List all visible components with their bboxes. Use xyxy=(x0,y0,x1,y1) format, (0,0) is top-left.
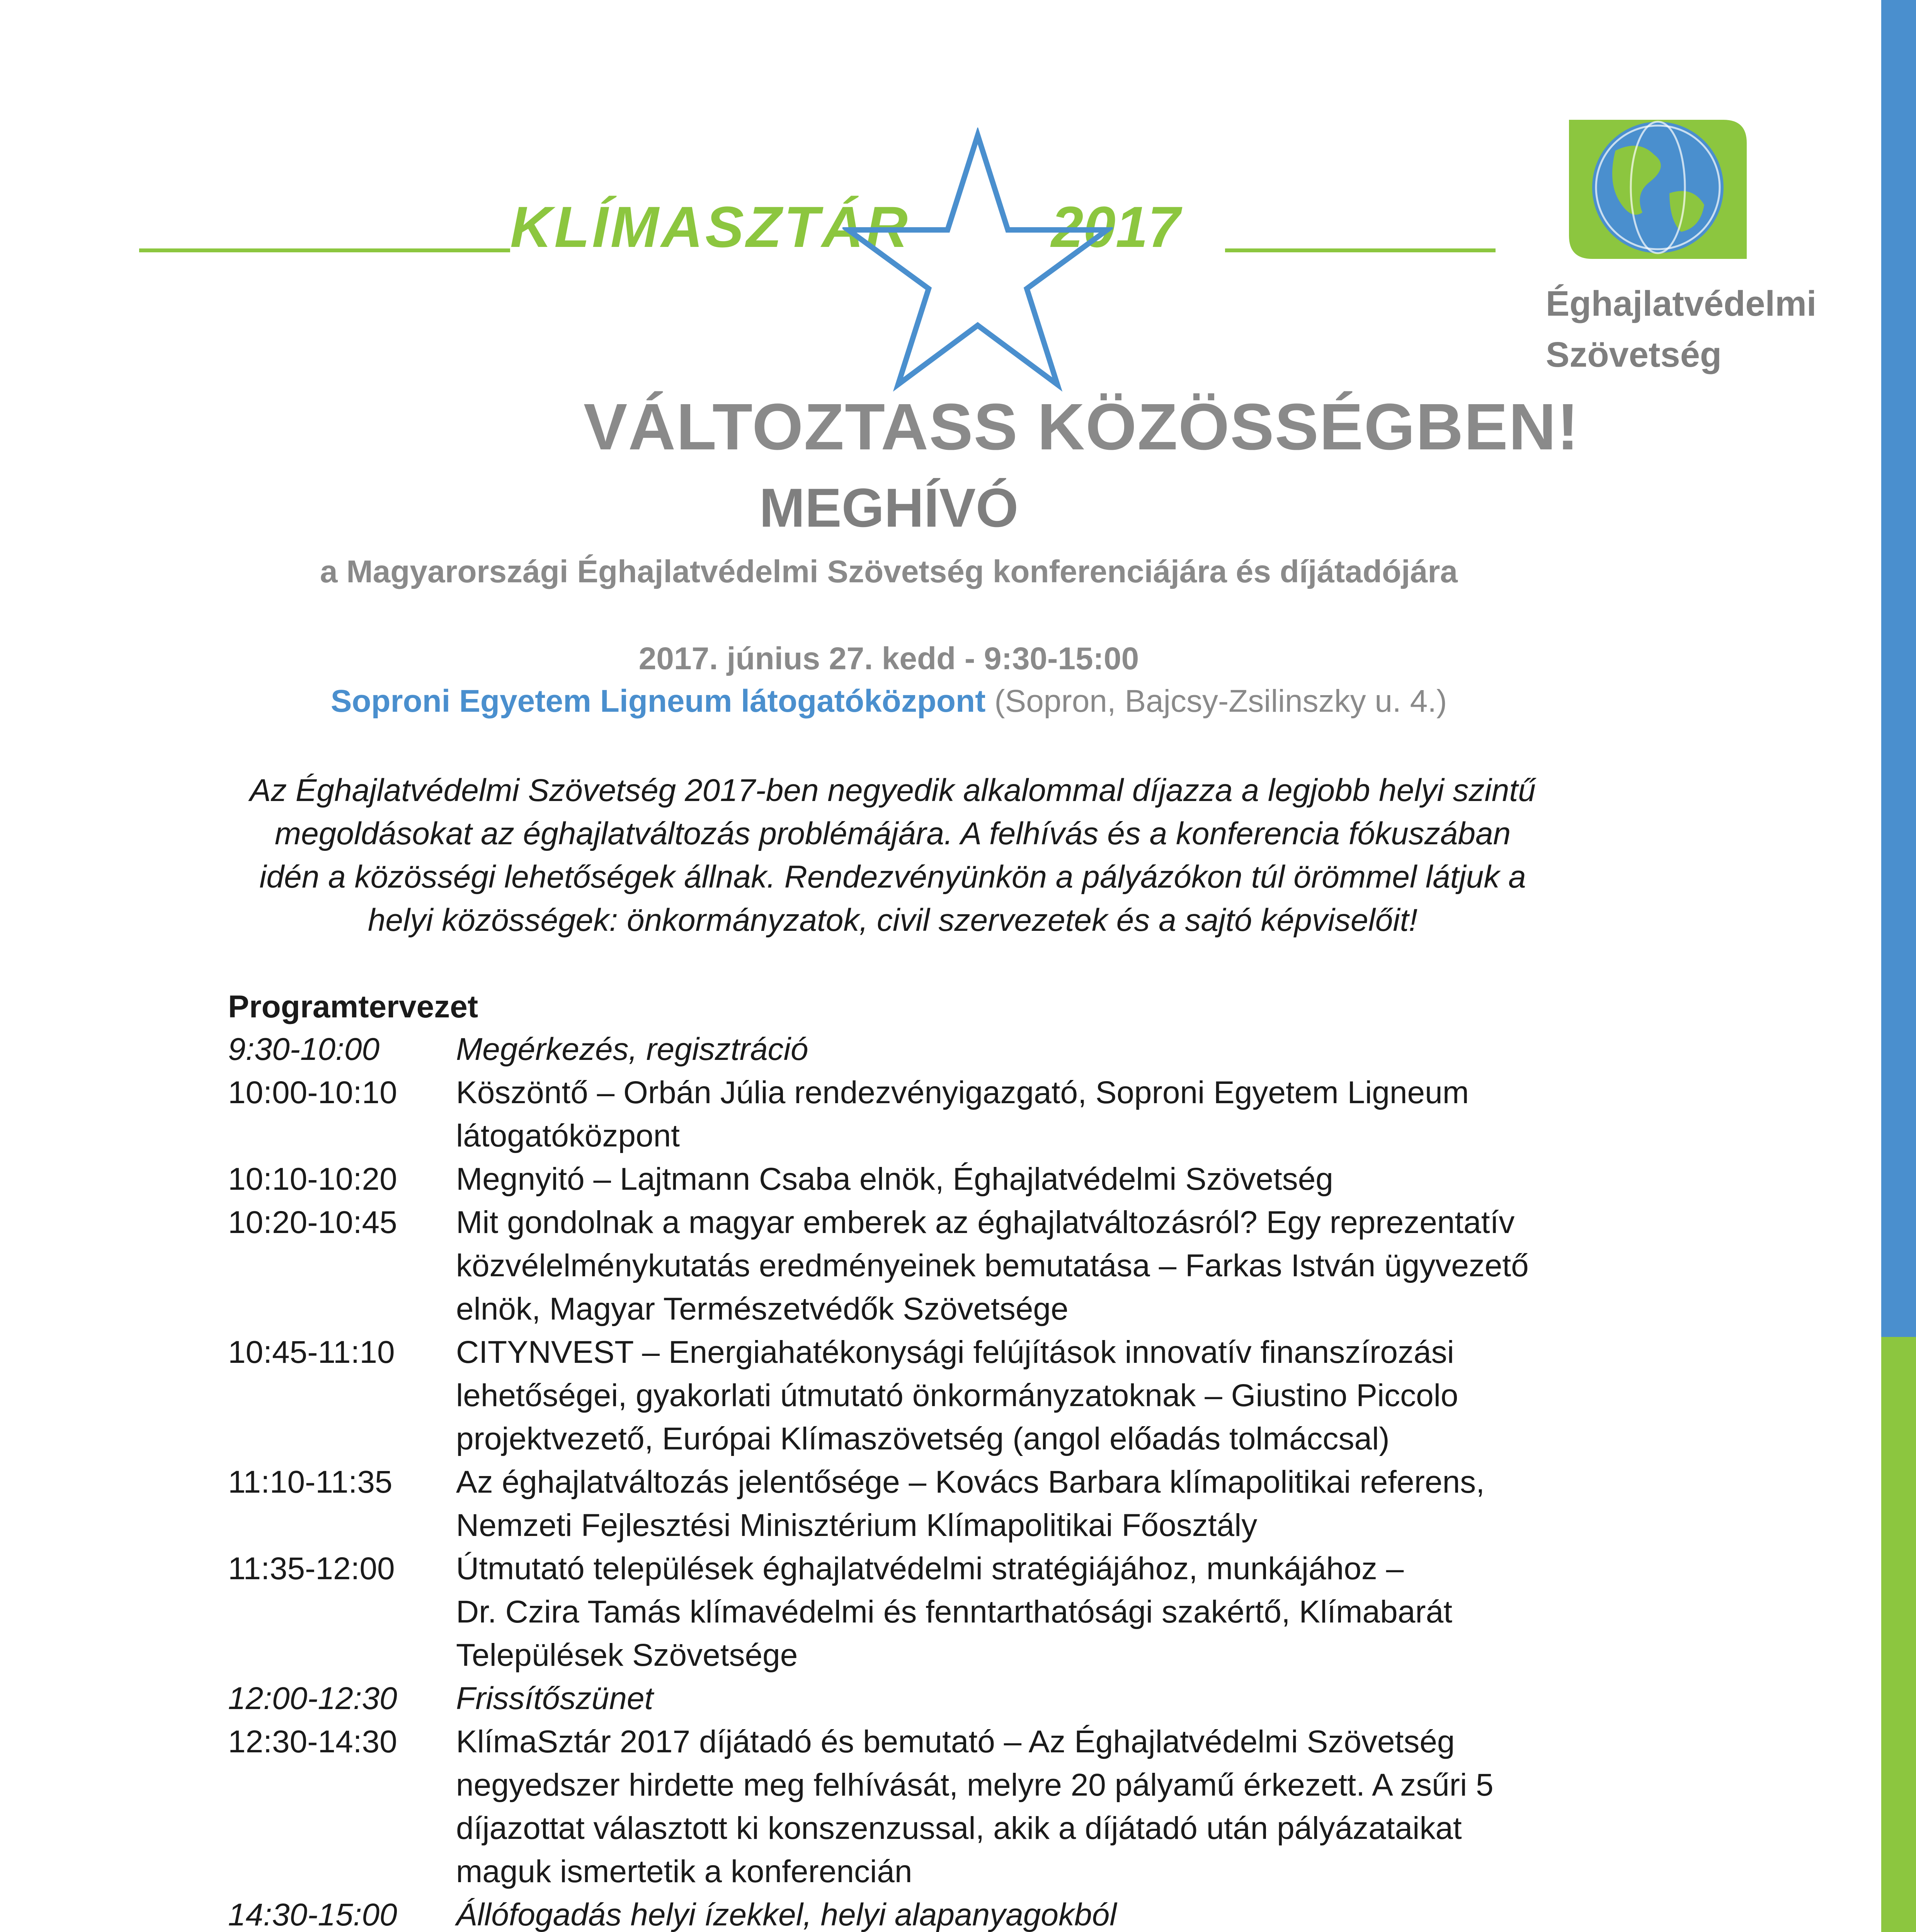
program-row xyxy=(228,1028,1619,1071)
program-row xyxy=(228,1720,1619,1893)
program-desc xyxy=(456,1720,1619,1893)
program-desc-line: közvélelménykutatás eredményeinek bemutatása – Farkas István ügyvezető xyxy=(456,1248,1529,1283)
program-time: 14:30-15:00 xyxy=(228,1897,397,1932)
program-desc-line: Állófogadás helyi ízekkel, helyi alapanyagokból xyxy=(456,1897,1117,1932)
venue-address: (Sopron, Bajcsy-Zsilinszky u. 4.) xyxy=(985,684,1447,719)
program-desc-line: CITYNVEST – Energiahatékonysági felújítások innovatív finanszírozási xyxy=(456,1335,1454,1370)
side-bar-blue xyxy=(1881,0,1916,1337)
program-desc-line: KlímaSztár 2017 díjátadó és bemutató – Az Éghajlatvédelmi Szövetség xyxy=(456,1724,1455,1759)
intro-line: Az Éghajlatvédelmi Szövetség 2017-ben negyedik alkalommal díjazza a legjobb helyi szintű xyxy=(250,773,1536,808)
program-desc-line: Dr. Czira Tamás klímavédelmi és fenntarthatósági szakértő, Klímabarát xyxy=(456,1594,1452,1629)
org-name-line2: Szövetség xyxy=(1546,335,1722,374)
intro-line: helyi közösségek: önkormányzatok, civil szervezetek és a sajtó képviselőit! xyxy=(368,903,1418,938)
program-time: 11:35-12:00 xyxy=(228,1551,395,1586)
program-time: 10:00-10:10 xyxy=(228,1075,397,1110)
program-time: 11:10-11:35 xyxy=(228,1464,393,1500)
program-desc xyxy=(456,1547,1619,1677)
header-line-right xyxy=(1225,248,1496,252)
program-desc-line: Nemzeti Fejlesztési Minisztérium Klímapolitikai Főosztály xyxy=(456,1508,1257,1543)
program-desc-line: Az éghajlatváltozás jelentősége – Kovács Barbara klímapolitikai referens, xyxy=(456,1464,1485,1500)
program-row xyxy=(228,1461,1619,1547)
program-desc xyxy=(456,1893,1619,1932)
program-desc xyxy=(456,1158,1619,1201)
program-desc-line: projektvezető, Európai Klímaszövetség (angol előadás tolmáccsal) xyxy=(456,1421,1390,1456)
program-time: 12:00-12:30 xyxy=(228,1681,397,1716)
program-desc-line: díjazottat választott ki konszenzussal, akik a díjátadó után pályázataikat xyxy=(456,1811,1462,1846)
program-desc-line: Megérkezés, regisztráció xyxy=(456,1032,808,1067)
slogan: VÁLTOZTASS KÖZÖSSÉGBEN! xyxy=(584,390,1580,464)
program-time: 9:30-10:00 xyxy=(228,1032,380,1067)
program-row xyxy=(228,1893,1619,1932)
program-desc-line: elnök, Magyar Természetvédők Szövetsége xyxy=(456,1291,1069,1327)
program-desc-line: Útmutató települések éghajlatvédelmi stratégiájához, munkájához – xyxy=(456,1551,1404,1586)
program-desc-line: Megnyitó – Lajtmann Csaba elnök, Éghajlatvédelmi Szövetség xyxy=(456,1162,1333,1197)
program-desc-line: maguk ismertetik a konferencián xyxy=(456,1854,912,1889)
program-list xyxy=(228,1028,1619,1932)
program-time: 10:20-10:45 xyxy=(228,1205,397,1240)
program-time: 10:45-11:10 xyxy=(228,1335,395,1370)
program-desc xyxy=(456,1461,1619,1547)
intro-line: megoldásokat az éghajlatváltozás problémájára. A felhívás és a konferencia fókuszában xyxy=(274,816,1511,851)
program-row xyxy=(228,1071,1619,1158)
program-heading: Programtervezet xyxy=(228,989,478,1024)
program-desc-line: negyedszer hirdette meg felhívását, melyre 20 pályamű érkezett. A zsűri 5 xyxy=(456,1767,1494,1803)
org-name-line1: Éghajlatvédelmi xyxy=(1546,284,1817,323)
event-datetime: 2017. június 27. kedd - 9:30-15:00 xyxy=(638,641,1139,676)
program-row xyxy=(228,1158,1619,1201)
campaign-year: 2017 xyxy=(1051,194,1180,259)
globe-logo-icon xyxy=(1554,104,1754,267)
program-desc-line: Mit gondolnak a magyar emberek az éghajlatváltozásról? Egy reprezentatív xyxy=(456,1205,1515,1240)
intro-paragraph xyxy=(216,769,1569,942)
event-venue xyxy=(0,680,1778,723)
intro-line: idén a közösségi lehetőségek állnak. Rendezvényünkön a pályázókon túl örömmel látjuk a xyxy=(259,859,1526,895)
program-row xyxy=(228,1331,1619,1461)
side-bar-green xyxy=(1881,1337,1916,1932)
program-desc xyxy=(456,1201,1619,1331)
program-desc xyxy=(456,1028,1619,1071)
program-desc xyxy=(456,1071,1619,1158)
org-name xyxy=(1546,278,1855,380)
star-icon xyxy=(842,128,1113,398)
page-subtitle: a Magyarországi Éghajlatvédelmi Szövetség konferenciájára és díjátadójára xyxy=(320,554,1458,589)
program-desc-line: Települések Szövetsége xyxy=(456,1638,798,1673)
program-row xyxy=(228,1201,1619,1331)
page-title: MEGHÍVÓ xyxy=(759,477,1019,539)
program-desc-line: Frissítőszünet xyxy=(456,1681,653,1716)
program-row xyxy=(228,1547,1619,1677)
venue-name: Soproni Egyetem Ligneum látogatóközpont xyxy=(330,684,986,719)
program-desc xyxy=(456,1331,1619,1461)
program-row xyxy=(228,1677,1619,1720)
program-desc-line: látogatóközpont xyxy=(456,1118,680,1153)
header-line-left xyxy=(139,248,510,252)
program-time: 10:10-10:20 xyxy=(228,1162,397,1197)
program-time: 12:30-14:30 xyxy=(228,1724,397,1759)
program-desc-line: Köszöntő – Orbán Júlia rendezvényigazgató, Soproni Egyetem Ligneum xyxy=(456,1075,1469,1110)
campaign-word: KLÍMASZTÁR xyxy=(510,194,910,259)
program-desc-line: lehetőségei, gyakorlati útmutató önkormányzatoknak – Giustino Piccolo xyxy=(456,1378,1458,1413)
program-desc xyxy=(456,1677,1619,1720)
